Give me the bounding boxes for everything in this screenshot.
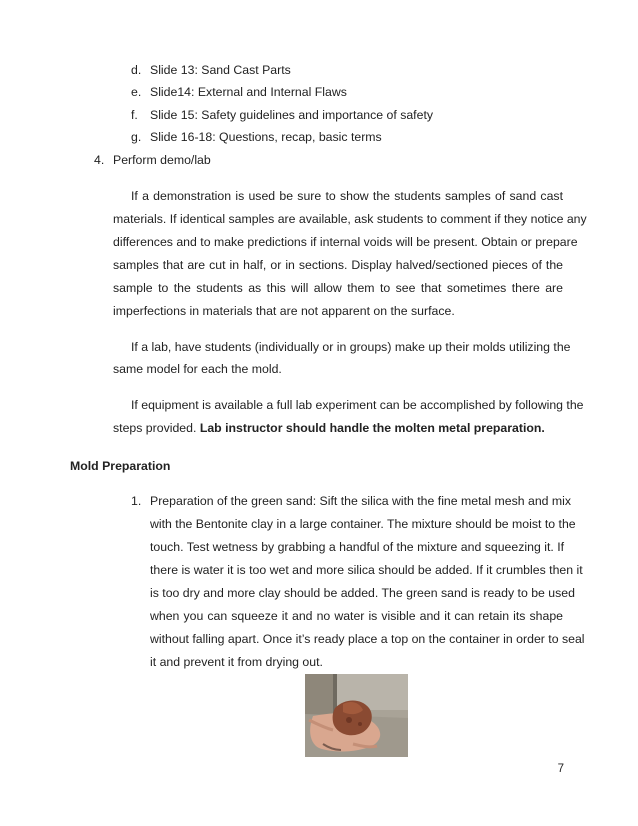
equipment-plain-text: steps provided.: [113, 421, 200, 435]
lab-paragraph-line: same model for each the mold.: [113, 362, 282, 376]
mold-step-1-line: is too dry and more clay should be added. The green sand is ready to be used: [150, 586, 575, 600]
page-number: 7: [557, 763, 564, 775]
outline-marker-e: e.: [131, 85, 142, 99]
demo-paragraph-line: materials. If identical samples are available, ask students to comment if they notice any: [113, 212, 587, 226]
step-4-text: Perform demo/lab: [113, 153, 211, 167]
green-sand-hand-photo: [305, 674, 408, 757]
outline-item-f: Slide 15: Safety guidelines and importance of safety: [150, 108, 434, 122]
outline-marker-f: f.: [131, 108, 138, 122]
demo-paragraph-line: samples that are cut in half, or in sections. Display halved/sectioned pieces of the: [113, 258, 563, 272]
equipment-paragraph-line: If equipment is available a full lab experiment can be accomplished by following the: [131, 398, 584, 412]
demo-paragraph-line: sample to the students as this will allow them to see that sometimes there are: [113, 281, 563, 295]
section-heading-mold-preparation: Mold Preparation: [70, 459, 171, 473]
mold-step-1-line: there is water it is too wet and more silica should be added. If it crumbles then it: [150, 563, 583, 577]
equipment-paragraph-line: [113, 421, 545, 435]
lab-paragraph-line: If a lab, have students (individually or in groups) make up their molds utilizing the: [131, 340, 571, 354]
mold-step-1-line: without falling apart. Once it’s ready place a top on the container in order to seal: [150, 632, 585, 646]
mold-step-1-line: Preparation of the green sand: Sift the silica with the fine metal mesh and mix: [150, 494, 572, 508]
mold-step-1-line: with the Bentonite clay in a large container. The mixture should be moist to the: [150, 517, 576, 531]
demo-paragraph-line: If a demonstration is used be sure to show the students samples of sand cast: [131, 189, 563, 203]
equipment-bold-warning: Lab instructor should handle the molten metal preparation.: [199, 421, 545, 435]
outline-item-e: Slide14: External and Internal Flaws: [150, 85, 347, 99]
mold-step-1-marker: 1.: [131, 494, 142, 508]
outline-item-g: Slide 16-18: Questions, recap, basic terms: [150, 130, 382, 144]
outline-item-d: Slide 13: Sand Cast Parts: [150, 63, 291, 77]
mold-step-1-line: it and prevent it from drying out.: [150, 655, 323, 669]
outline-marker-d: d.: [131, 63, 142, 77]
outline-marker-g: g.: [131, 130, 142, 144]
demo-paragraph-line: imperfections in materials that are not apparent on the surface.: [113, 304, 455, 318]
mold-step-1-line: when you can squeeze it and no water is visible and it can retain its shape: [150, 609, 563, 623]
step-4-marker: 4.: [94, 153, 105, 167]
mold-step-1-line: touch. Test wetness by grabbing a handful of the mixture and squeezing it. If: [150, 540, 565, 554]
demo-paragraph-line: differences and to make predictions if internal voids will be present. Obtain or prepare: [113, 235, 578, 249]
